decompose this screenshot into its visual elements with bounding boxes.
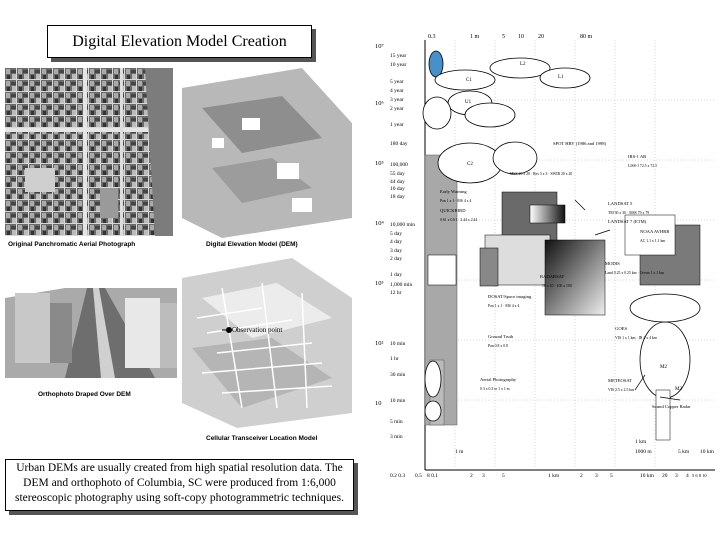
bottom-axis-label: 0.5 (415, 473, 422, 479)
bottom-axis-label: 4 (686, 473, 689, 479)
svg-text:VIS 1 x 1 km · IR 4 x 4 km: VIS 1 x 1 km · IR 4 x 4 km (615, 336, 657, 340)
bottom-axis-label: 20 (662, 473, 668, 479)
time-label: 2 day (390, 256, 403, 262)
sensor-label: Aerial Photography (480, 377, 517, 382)
sensor-label: DOSAT/Space imaging (488, 294, 532, 299)
time-label: 100,000 (390, 162, 408, 168)
bottom-axis-label: 8 0.1 (427, 473, 438, 479)
ortho-caption: Orthophoto Draped Over DEM (38, 391, 131, 398)
svg-text:MSS 20 x 20 · Res 3 x 3 · SWIR: MSS 20 x 20 · Res 3 x 3 · SWIR 20 x 20 (510, 172, 573, 176)
bottom-axis-label: 1000 m (635, 449, 652, 455)
svg-text:VIS 2.5 x 2.5 km: VIS 2.5 x 2.5 km (608, 388, 635, 392)
bottom-axis-label: 5 6 8 10 (692, 473, 707, 478)
bottom-axis-label: 5 km (678, 449, 690, 455)
sensor-label: LANDSAT 7 (ETM) (608, 219, 647, 224)
sensor-label: MODIS (605, 261, 620, 266)
time-label: 55 day (390, 171, 405, 177)
svg-text:Pan 1 x 1 · MS 4 x 4: Pan 1 x 1 · MS 4 x 4 (440, 199, 472, 203)
bottom-axis-label: 5 (502, 473, 505, 479)
time-label: 3 min (390, 434, 403, 440)
time-label: 5 day (390, 231, 403, 237)
top-axis-label: 80 m (580, 34, 593, 40)
svg-text:Pan 0.8 x 0.8: Pan 0.8 x 0.8 (488, 344, 508, 348)
bottom-axis-label: 5 (610, 473, 613, 479)
observation-label: Observation point (232, 326, 283, 334)
time-label: 3 day (390, 248, 403, 254)
ellipse-label: M3 (675, 387, 682, 392)
power-label: 10⁵ (375, 160, 384, 167)
bottom-axis-label: 0.2 0.3 (390, 473, 406, 479)
svg-text:10 x 10 · 100 x 100: 10 x 10 · 100 x 100 (542, 284, 572, 288)
time-label: 10,000 min (390, 222, 416, 228)
sensor-label: Early Warning (440, 189, 467, 194)
time-label: 10 min (390, 341, 406, 347)
time-label: 3 year (390, 97, 404, 103)
bottom-axis-label: 3 (675, 473, 678, 479)
power-label: 10⁷ (375, 43, 384, 50)
time-label: 5 min (390, 419, 403, 425)
time-label: 10 day (390, 186, 405, 192)
svg-text:0.3 x 0.3 to 1 x 1 m: 0.3 x 0.3 to 1 x 1 m (480, 387, 510, 391)
top-axis-label: 5 (502, 34, 505, 40)
top-axis-label: 20 (538, 34, 544, 40)
sensor-label: RADARSAT (540, 274, 565, 279)
top-axis-label: 1 m (470, 34, 480, 40)
time-label: 1,000 min (390, 282, 413, 288)
power-label: 10 (375, 400, 382, 407)
ellipse-label: U1 (465, 100, 472, 105)
bottom-axis-label: 1 m (455, 449, 464, 455)
svg-text:Pan 1 x 1 · MS 4 x 4: Pan 1 x 1 · MS 4 x 4 (488, 304, 520, 308)
sensor-label: IRS-1 AB (628, 154, 647, 159)
sensor-label: Sound Copper Radar (652, 404, 691, 409)
resolution-chart (370, 30, 720, 520)
sensor-label: SPOT HRV (1986 and 1998) (553, 141, 607, 146)
svg-text:Land 0.25 x 0.25 km · Ocean 1: Land 0.25 x 0.25 km · Ocean 1 x 1 km (605, 271, 664, 275)
ellipse-label: L2 (520, 62, 526, 67)
time-label: 5 year (390, 79, 404, 85)
slide-caption: Urban DEMs are usually created from high spatial resolution data. The DEM and orthophoto of Columbia, SC were produced from 1:6,000 stereoscopic photography using soft-copy photogrammetric techniques. (5, 459, 354, 511)
bottom-axis-label: 1 km (548, 473, 560, 479)
time-label: 12 hr (390, 290, 402, 296)
power-label: 10⁶ (375, 100, 384, 107)
svg-text:LISS-1 72.5 x 72.5: LISS-1 72.5 x 72.5 (628, 164, 658, 168)
power-label: 10⁴ (375, 220, 384, 227)
bottom-axis-label: 2 (580, 473, 583, 479)
top-axis-label: 10 (518, 34, 524, 40)
ellipse-label: C1 (466, 78, 472, 83)
bottom-axis-label: 10 km (700, 449, 714, 455)
ellipse-label: C2 (467, 162, 473, 167)
time-label: 1 year (390, 122, 404, 128)
ellipse-label: L1 (558, 75, 564, 80)
svg-text:0.61 x 0.61 · 2.44 x 2.44: 0.61 x 0.61 · 2.44 x 2.44 (440, 218, 478, 222)
time-label: 1 hr (390, 356, 399, 362)
time-label: 4 day (390, 239, 403, 245)
cell-caption: Cellular Transceiver Location Model (206, 435, 318, 442)
bottom-axis-label: 3 (595, 473, 598, 479)
time-label: 18 day (390, 194, 405, 200)
time-label: 4 year (390, 88, 404, 94)
dem-image (182, 68, 352, 238)
bottom-axis-label: 1 km (635, 439, 647, 445)
sensor-label: LANDSAT 5 (608, 201, 633, 206)
sensor-label: METEOSAT (608, 378, 632, 383)
ellipse-label: M2 (660, 365, 667, 370)
power-label: 10³ (375, 280, 384, 287)
time-label: 15 year (390, 53, 407, 59)
svg-text:AC 1.1 x 1.1 km: AC 1.1 x 1.1 km (640, 239, 666, 243)
cellular-model-image (182, 258, 352, 428)
bottom-axis-label: 3 (482, 473, 485, 479)
time-label: 1 day (390, 272, 403, 278)
orthophoto-image (5, 258, 177, 388)
svg-text:TM 30 x 30 · MSS 79 x 79: TM 30 x 30 · MSS 79 x 79 (608, 211, 650, 215)
time-label: 2 year (390, 106, 404, 112)
bottom-axis-label: 10 km (640, 473, 654, 479)
page-title: Digital Elevation Model Creation (47, 25, 312, 58)
aerial-caption: Original Panchromatic Aerial Photograph (8, 241, 136, 248)
time-label: 10 min (390, 398, 406, 404)
aerial-photograph (5, 68, 173, 236)
dem-caption: Digital Elevation Model (DEM) (206, 241, 298, 248)
time-label: 10 year (390, 62, 407, 68)
bottom-axis-label: 2 (470, 473, 473, 479)
sensor-label: QUICKBIRD (440, 208, 466, 213)
sensor-label: GOES (615, 326, 627, 331)
time-label: 180 day (390, 141, 408, 147)
top-axis-label: 0.3 (428, 34, 436, 40)
sensor-label: Ground Truth (488, 334, 514, 339)
power-label: 10² (375, 340, 384, 347)
time-label: 30 min (390, 372, 406, 378)
sensor-label: NOAA AVHRR (640, 229, 670, 234)
time-label: 44 day (390, 179, 405, 185)
